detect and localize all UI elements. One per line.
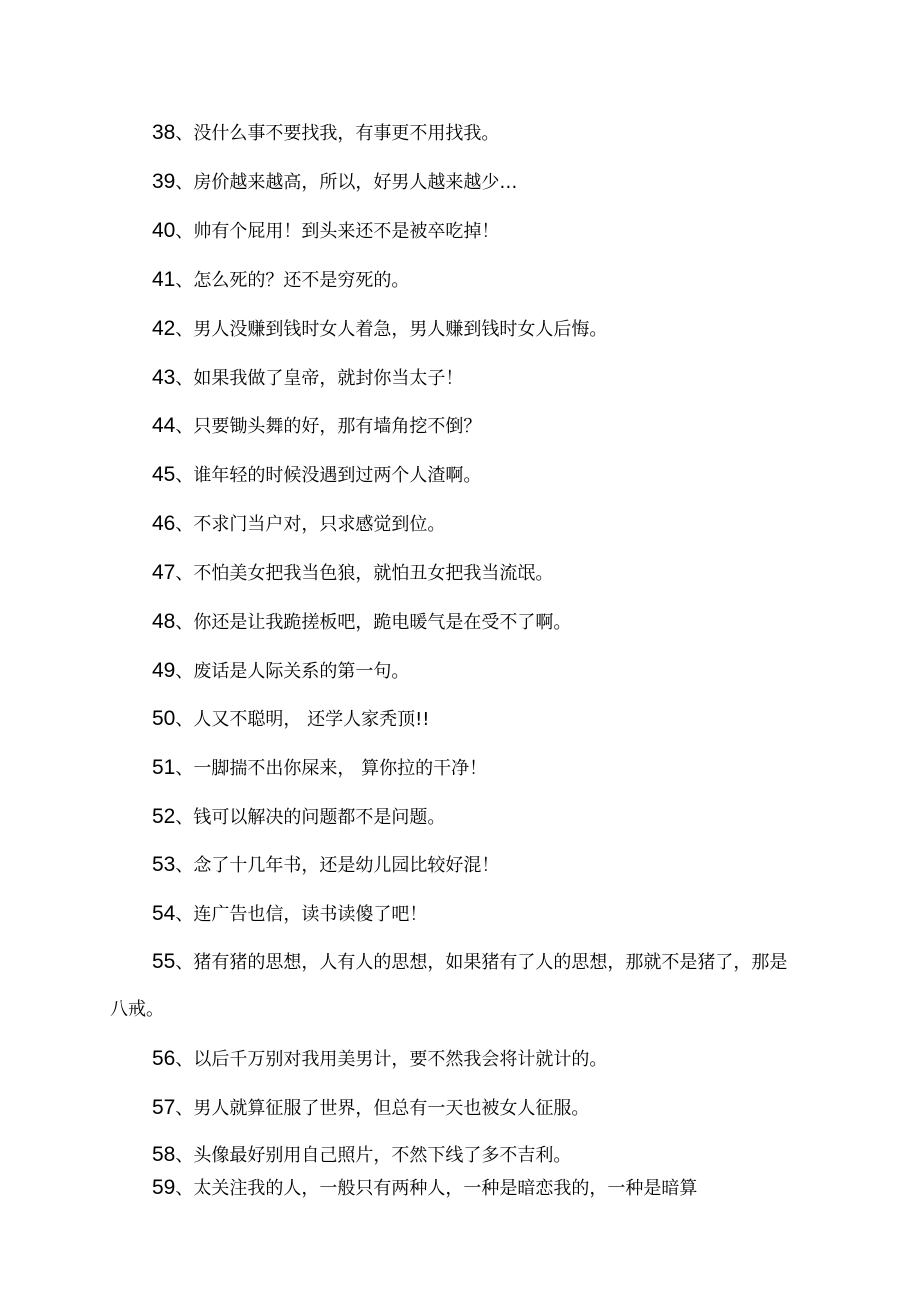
item-text: 、没什么事不要找我，有事更不用找我。 [175, 123, 500, 144]
item-text: 、帅有个屁用！到头来还不是被卒吃掉！ [175, 221, 500, 242]
item-number: 41 [152, 268, 176, 291]
list-item [152, 1096, 832, 1121]
item-number: 48 [152, 610, 176, 633]
item-text: 、不怕美女把我当色狼，就怕丑女把我当流氓。 [175, 563, 554, 584]
list-item [152, 805, 832, 830]
item-number: 55 [152, 950, 176, 973]
list-item [152, 366, 832, 391]
item-text: 、头像最好别用自己照片，不然下线了多不吉利。 [175, 1145, 572, 1166]
item-text: 、人又不聪明， 还学人家秃顶!! [175, 709, 430, 730]
item-number: 54 [152, 902, 176, 925]
item-text: 八戒。 [110, 999, 164, 1020]
list-item [152, 463, 832, 488]
item-text: 、一脚揣不出你屎来， 算你拉的干净！ [175, 758, 488, 779]
item-text: 、房价越来越高，所以，好男人越来越少… [175, 172, 518, 193]
item-number: 43 [152, 366, 176, 389]
list-item-continuation [110, 998, 790, 1022]
item-number: 50 [152, 707, 176, 730]
list-item [152, 512, 832, 537]
list-item [152, 414, 832, 439]
list-item [152, 1047, 832, 1072]
item-text: 、废话是人际关系的第一句。 [175, 661, 410, 682]
item-number: 58 [152, 1143, 176, 1166]
item-text: 、猪有猪的思想，人有人的思想，如果猪有了人的思想，那就不是猪了，那是 [175, 952, 788, 973]
item-number: 47 [152, 561, 176, 584]
item-text: 、谁年轻的时候没遇到过两个人渣啊。 [175, 465, 482, 486]
list-item [152, 610, 832, 635]
list-item [152, 853, 832, 878]
list-item [152, 902, 832, 927]
item-number: 53 [152, 853, 176, 876]
list-item [152, 121, 832, 146]
item-number: 39 [152, 170, 176, 193]
item-number: 57 [152, 1096, 176, 1119]
item-text: 、念了十几年书，还是幼儿园比较好混！ [175, 855, 500, 876]
item-text: 、钱可以解决的问题都不是问题。 [175, 807, 446, 828]
list-item [152, 317, 832, 342]
item-number: 40 [152, 219, 176, 242]
item-text: 、男人就算征服了世界，但总有一天也被女人征服。 [175, 1098, 590, 1119]
list-item [152, 950, 832, 975]
list-item [152, 219, 832, 244]
item-text: 、只要锄头舞的好，那有墙角挖不倒？ [175, 416, 482, 437]
list-item [152, 170, 832, 195]
item-number: 49 [152, 659, 176, 682]
list-item [152, 756, 832, 781]
item-number: 38 [152, 121, 176, 144]
item-text: 、以后千万别对我用美男计，要不然我会将计就计的。 [175, 1049, 608, 1070]
item-number: 44 [152, 414, 176, 437]
item-number: 56 [152, 1047, 176, 1070]
item-number: 42 [152, 317, 176, 340]
list-item [152, 268, 832, 293]
item-number: 45 [152, 463, 176, 486]
item-number: 59 [152, 1176, 176, 1199]
list-item [152, 1176, 832, 1201]
item-text: 、你还是让我跪搓板吧，跪电暖气是在受不了啊。 [175, 612, 572, 633]
list-item [152, 659, 832, 684]
item-number: 46 [152, 512, 176, 535]
item-number: 51 [152, 756, 176, 779]
list-item [152, 1143, 832, 1168]
item-text: 、怎么死的？还不是穷死的。 [175, 270, 410, 291]
item-number: 52 [152, 805, 176, 828]
item-text: 、不求门当户对，只求感觉到位。 [175, 514, 446, 535]
item-text: 、太关注我的人，一般只有两种人，一种是暗恋我的，一种是暗算 [175, 1178, 698, 1199]
item-text: 、连广告也信，读书读傻了吧！ [175, 904, 428, 925]
list-item [152, 707, 832, 732]
list-item [152, 561, 832, 586]
item-text: 、男人没赚到钱时女人着急，男人赚到钱时女人后悔。 [175, 319, 608, 340]
item-text: 、如果我做了皇帝，就封你当太子！ [175, 368, 464, 389]
